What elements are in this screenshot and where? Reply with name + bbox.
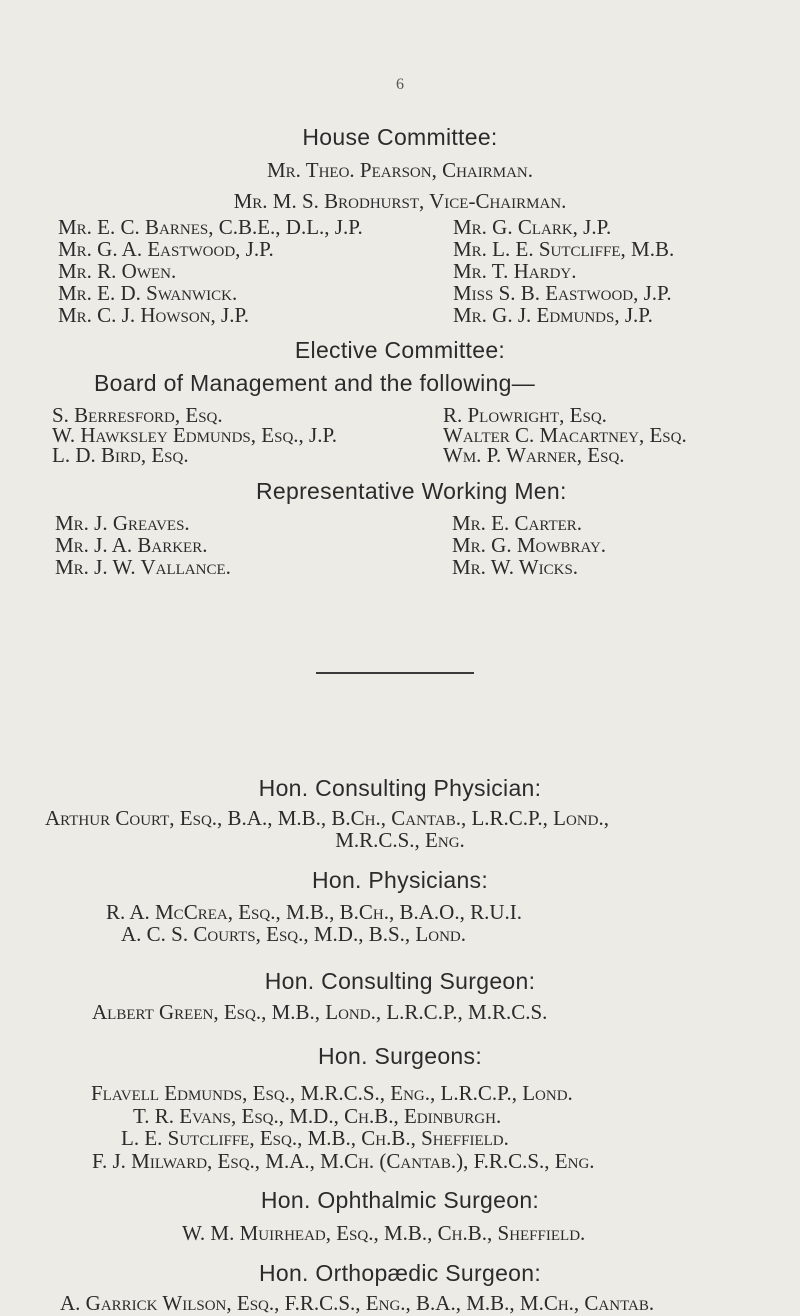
orthopaedic-line: A. Garrick Wilson, Esq., F.R.C.S., Eng., B.A., M.B., M.Ch., Cantab. [60, 1291, 655, 1315]
house-committee-heading: House Committee: [302, 124, 498, 150]
elective-member: L. D. Bird, Esq. [52, 443, 189, 467]
elective-member: Wm. P. Warner, Esq. [443, 443, 625, 467]
house-committee-member: Mr. E. D. Swanwick. [58, 281, 238, 305]
house-committee-member: Mr. G. J. Edmunds, J.P. [453, 303, 653, 327]
house-committee-member: Mr. T. Hardy. [453, 259, 577, 283]
consulting-physician-line: M.R.C.S., Eng. [335, 828, 465, 852]
consulting-physician-heading: Hon. Consulting Physician: [258, 775, 542, 801]
house-committee-member: Mr. L. E. Sutcliffe, M.B. [453, 237, 675, 261]
house-committee-member: Mr. C. J. Howson, J.P. [58, 303, 250, 327]
surgeon-line: T. R. Evans, Esq., M.D., Ch.B., Edinburgh. [133, 1104, 502, 1128]
orthopaedic-heading: Hon. Orthopædic Surgeon: [258, 1260, 542, 1286]
consulting-physician-line: Arthur Court, Esq., B.A., M.B., B.Ch., Cantab., L.R.C.P., Lond., [45, 806, 609, 830]
house-committee-member: Mr. G. A. Eastwood, J.P. [58, 237, 274, 261]
physician-line: R. A. McCrea, Esq., M.B., B.Ch., B.A.O., R.U.I. [106, 900, 522, 924]
ophthalmic-heading: Hon. Ophthalmic Surgeon: [260, 1187, 540, 1213]
house-committee-member: Mr. R. Owen. [58, 259, 177, 283]
surgeon-line: Flavell Edmunds, Esq., M.R.C.S., Eng., L.R.C.P., Lond. [91, 1081, 573, 1105]
representative-member: Mr. W. Wicks. [452, 555, 579, 579]
representative-member: Mr. J. A. Barker. [55, 533, 208, 557]
physicians-heading: Hon. Physicians: [311, 867, 489, 893]
surgeon-line: L. E. Sutcliffe, Esq., M.B., Ch.B., Sheffield. [121, 1126, 509, 1150]
house-committee-member: Miss S. B. Eastwood, J.P. [453, 281, 672, 305]
house-committee-member: Mr. G. Clark, J.P. [453, 215, 612, 239]
elective-member: R. Plowright, Esq. [443, 403, 607, 427]
elective-committee-heading: Elective Committee: [294, 337, 506, 363]
representative-member: Mr. J. W. Vallance. [55, 555, 231, 579]
page-number: 6 [396, 76, 404, 93]
vice-chairman-line: Mr. M. S. Brodhurst, Vice-Chairman. [233, 189, 567, 213]
consulting-surgeon-heading: Hon. Consulting Surgeon: [264, 968, 536, 994]
surgeons-heading: Hon. Surgeons: [317, 1043, 483, 1069]
consulting-surgeon-line: Albert Green, Esq., M.B., Lond., L.R.C.P., M.R.C.S. [92, 1000, 548, 1024]
section-divider [316, 672, 474, 674]
representative-member: Mr. E. Carter. [452, 511, 583, 535]
elective-member: S. Berresford, Esq. [52, 403, 223, 427]
physician-line: A. C. S. Courts, Esq., M.D., B.S., Lond. [121, 922, 466, 946]
surgeon-line: F. J. Milward, Esq., M.A., M.Ch. (Cantab.), F.R.C.S., Eng. [92, 1149, 595, 1173]
elective-committee-subheading: Board of Management and the following— [94, 370, 535, 396]
representative-member: Mr. J. Greaves. [55, 511, 190, 535]
ophthalmic-line: W. M. Muirhead, Esq., M.B., Ch.B., Sheffield. [182, 1221, 586, 1245]
elective-member: Walter C. Macartney, Esq. [443, 423, 687, 447]
representative-member: Mr. G. Mowbray. [452, 533, 607, 557]
house-committee-member: Mr. E. C. Barnes, C.B.E., D.L., J.P. [58, 215, 363, 239]
chairman-line: Mr. Theo. Pearson, Chairman. [266, 158, 534, 182]
elective-member: W. Hawksley Edmunds, Esq., J.P. [52, 423, 338, 447]
representative-heading: Representative Working Men: [256, 478, 567, 504]
